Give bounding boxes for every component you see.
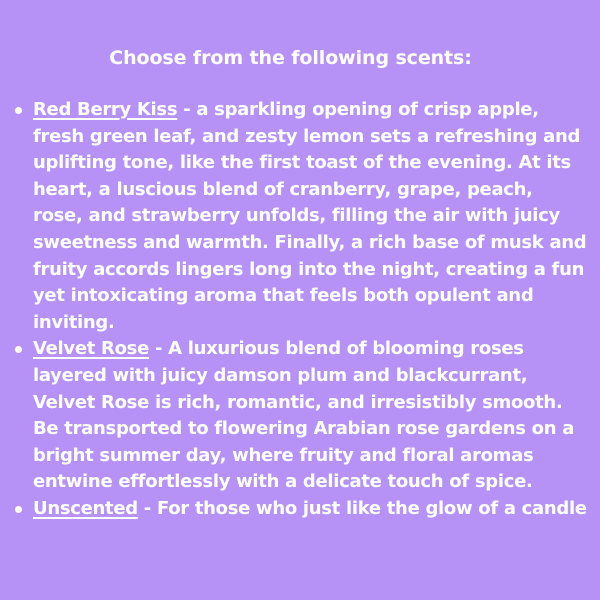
scent-item-red-berry-kiss — [33, 97, 587, 336]
scent-name-unscented: Unscented — [33, 497, 138, 519]
scent-description-velvet-rose: A luxurious blend of blooming roses layered with juicy damson plum and blackcurrant, Velvet Rose is rich, romantic, and irresistibly smooth. Be transported to flowering Arabian rose gardens on a bright summer day, where fruity and floral aromas entwine effortlessly with a delicate touch of spice. — [33, 338, 575, 493]
scent-name-red-berry-kiss: Red Berry Kiss — [33, 99, 178, 120]
bullet-icon — [15, 506, 22, 513]
scent-name-velvet-rose: Velvet Rose — [33, 338, 149, 360]
scent-description-unscented: For those who just like the glow of a candle — [156, 497, 587, 519]
scent-description-red-berry-kiss: a sparkling opening of crisp apple, fresh green leaf, and zesty lemon sets a refreshing and uplifting tone, like the first toast of the evening. At its heart, a luscious blend of cranberry, grape, peach, rose, and strawberry unfolds, filling the air with juicy sweetness and warmth. Finally, a rich base of musk and fruity accords lingers long into the night, creating a fun yet intoxicating aroma that feels both opulent and inviting. — [33, 99, 587, 333]
scent-item-velvet-rose — [33, 336, 587, 496]
heading: Choose from the following scents: — [109, 47, 472, 69]
scent-separator: - — [149, 338, 169, 360]
scent-list — [33, 97, 587, 523]
scent-separator: - — [137, 497, 157, 519]
bullet-icon — [15, 346, 22, 353]
scent-item-unscented — [33, 496, 587, 523]
bullet-icon — [15, 107, 22, 114]
scent-separator: - — [177, 99, 197, 120]
